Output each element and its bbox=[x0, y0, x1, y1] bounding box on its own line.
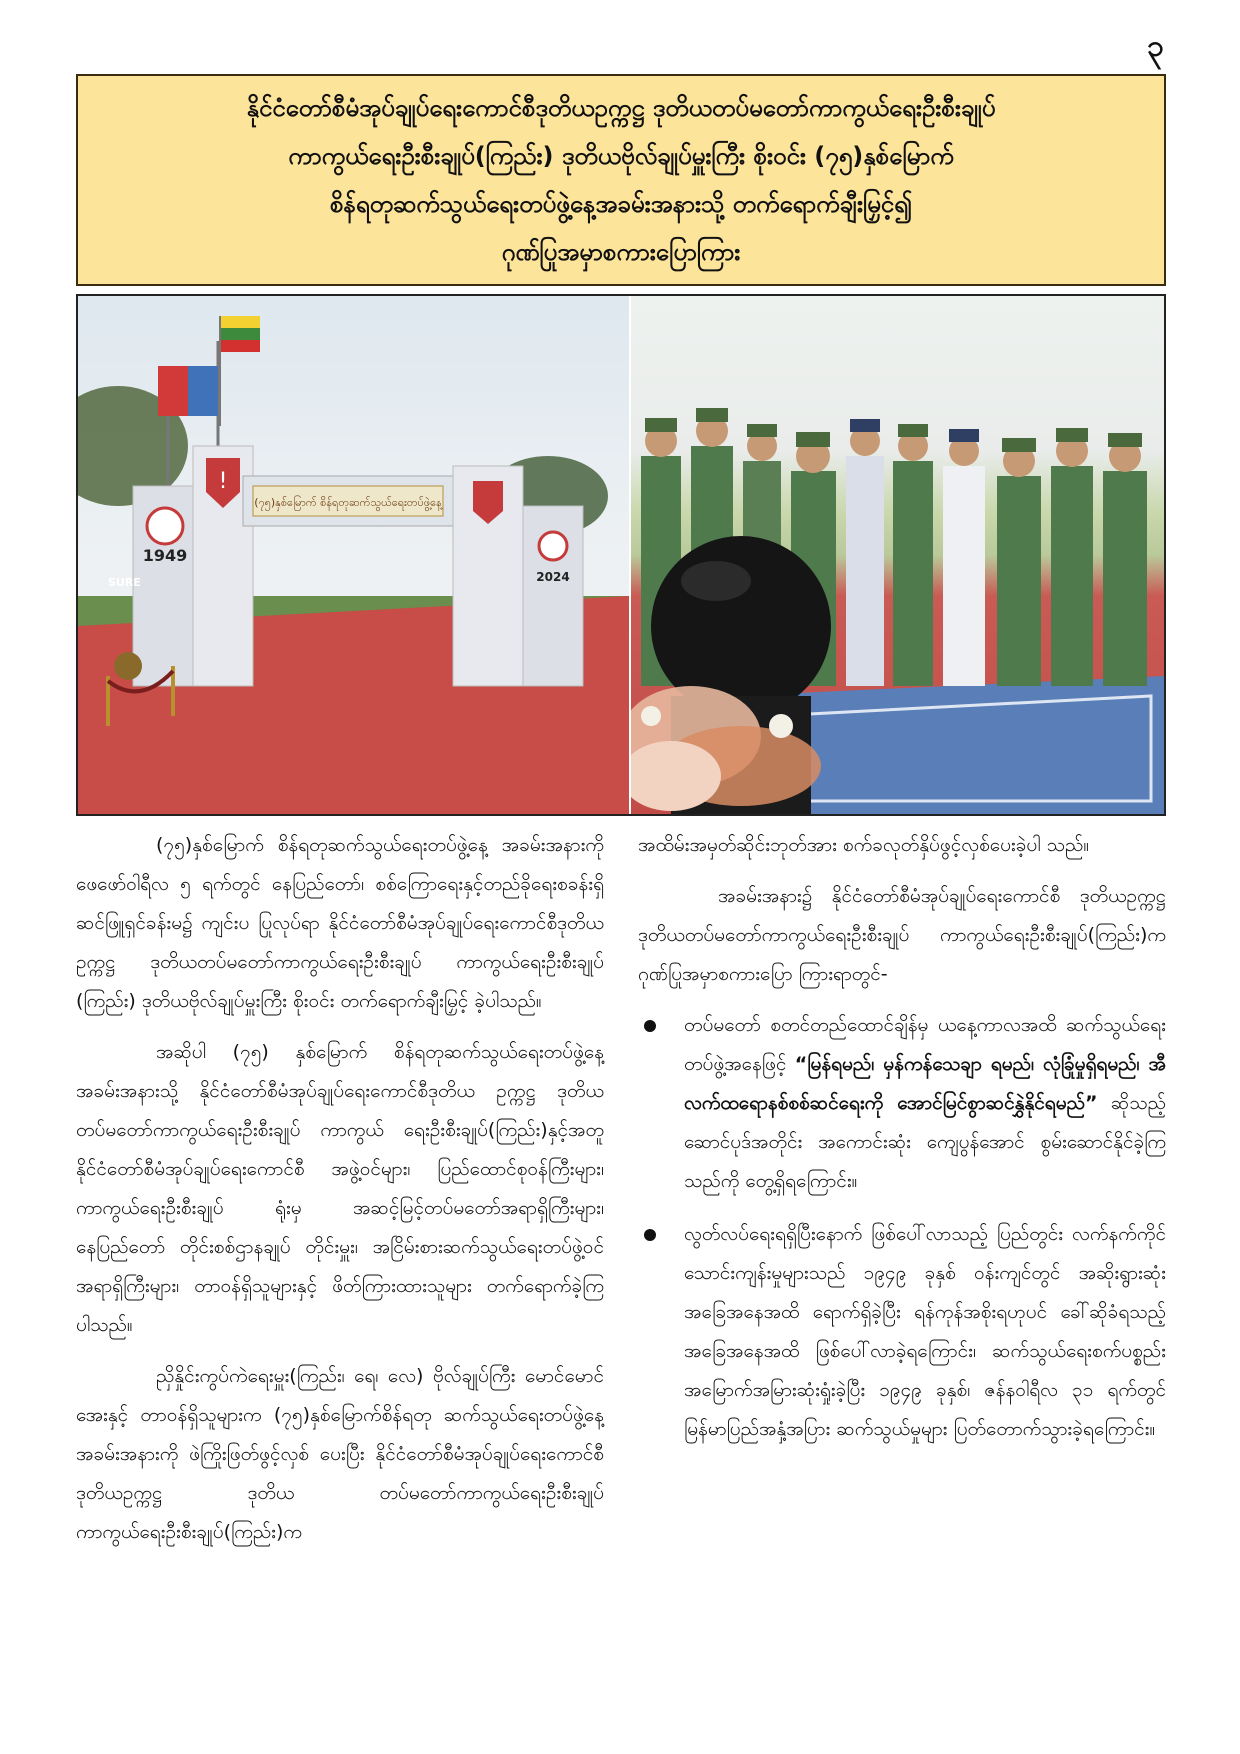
national-flag bbox=[220, 316, 260, 328]
column-right bbox=[638, 826, 1166, 1564]
column-left bbox=[76, 826, 604, 1564]
officers-scene bbox=[631, 296, 1164, 814]
headline-box bbox=[76, 74, 1166, 286]
paragraph-speech-intro: အခမ်းအနား၌ နိုင်ငံတော်စီမံအုပ်ချုပ်ရေးကောင်စီ ဒုတိယဥက္ကဋ္ဌ ဒုတိယတပ်မတော်ကာကွယ်ရေးဦးစီးချုပ် ကာကွယ်ရေးဦးစီးချုပ်(ကြည်း)က ဂုဏ်ပြုအမှာစကားပြော ကြားရာတွင်- bbox=[638, 885, 1166, 985]
bullet-dot bbox=[644, 1020, 656, 1032]
bullet-dot bbox=[644, 1229, 656, 1241]
speech-point-motto bbox=[638, 1006, 1166, 1201]
arch-scene bbox=[78, 296, 629, 814]
speech-points bbox=[638, 1006, 1166, 1449]
bullet-2-text: လွတ်လပ်ရေးရရှိပြီးနောက် ဖြစ်ပေါ်လာသည့် ပြည်တွင်း လက်နက်ကိုင် သောင်းကျန်းမှုများသည် ၁၉၄၉ ခုနှစ် ဝန်းကျင်တွင် အဆိုးရွားဆုံးအခြေအနေအထိ ရောက်ရှိခဲ့ပြီး ရန်ကုန်အစိုးရဟုပင် ခေါ်ဆိုခံရသည့်အခြေအနေအထိ ဖြစ်ပေါ်လာခဲ့ရကြောင်း၊ ဆက်သွယ်ရေးစက်ပစ္စည်း အမြောက်အမြားဆုံးရှုံးခဲ့ပြီး ၁၉၄၉ ခုနှစ်၊ ဇန်နဝါရီလ ၃၁ ရက်တွင် မြန်မာပြည်အနှံ့အပြား ဆက်သွယ်မှုများ ပြတ်တောက်သွားခဲ့ရကြောင်း။ bbox=[684, 1223, 1166, 1440]
headline-line-2: ကာကွယ်ရေးဦးစီးချုပ်(ကြည်း) ဒုတိယဗိုလ်ချုပ်မှူးကြီး စိုးဝင်း (၇၅)နှစ်မြောက် bbox=[288, 142, 954, 170]
speech-point-history bbox=[638, 1215, 1166, 1449]
bullet-1-text-end: ဆိုသည့် ဆောင်ပုဒ်အတိုင်း အကောင်းဆုံး ကျေပွန်အောင် စွမ်းဆောင်နိုင်ခဲ့ကြသည်ကို တွေ့ရှိရကြောင်း။ bbox=[684, 1092, 1166, 1192]
paragraph-attendees: အဆိုပါ (၇၅) နှစ်မြောက် စိန်ရတုဆက်သွယ်ရေးတပ်ဖွဲ့နေ့ အခမ်းအနားသို့ နိုင်ငံတော်စီမံအုပ်ချုပ်ရေးကောင်စီဒုတိယ ဥက္ကဋ္ဌ ဒုတိယတပ်မတော်ကာကွယ်ရေးဦးစီးချုပ် ကာကွယ် ရေးဦးစီးချုပ်(ကြည်း)နှင့်အတူ နိုင်ငံတော်စီမံအုပ်ချုပ်ရေးကောင်စီ အဖွဲ့ဝင်များ၊ ပြည်ထောင်စုဝန်ကြီးများ၊ ကာကွယ်ရေးဦးစီးချုပ် ရုံးမှ အဆင့်မြင့်တပ်မတော်အရာရှိကြီးများ၊ နေပြည်တော် တိုင်းစစ်ဌာနချုပ် တိုင်းမှူး၊ အငြိမ်းစားဆက်သွယ်ရေးတပ်ဖွဲ့ဝင် အရာရှိကြီးများ၊ တာဝန်ရှိသူများနှင့် ဖိတ်ကြားထားသူများ တက်ရောက်ခဲ့ကြပါသည်။ bbox=[76, 1041, 604, 1336]
headline-line-3: စိန်ရတုဆက်သွယ်ရေးတပ်ဖွဲ့နေ့အခမ်းအနားသို့ တက်ရောက်ချီးမြှင့်၍ bbox=[329, 190, 913, 218]
bullet-1-motto: “မြန်ရမည်၊ မှန်ကန်သေချာ ရမည်၊ လုံခြုံမှုရှိရမည်၊ အီလက်ထရောနစ်စစ်ဆင်ရေးကို အောင်မြင်စွာဆင်နွှဲနိုင်ရမည်” bbox=[684, 1053, 1166, 1114]
headline-line-1: နိုင်ငံတော်စီမံအုပ်ချုပ်ရေးကောင်စီဒုတိယဥက္ကဋ္ဌ ဒုတိယတပ်မတော်ကာကွယ်ရေးဦးစီးချုပ် bbox=[246, 94, 996, 122]
pillar-text: SURE bbox=[108, 576, 141, 589]
arch-year-start: 1949 bbox=[142, 546, 188, 565]
article-body bbox=[76, 826, 1166, 1564]
svg-text:!: ! bbox=[218, 469, 228, 494]
paragraph-ceremony-held: (၇၅)နှစ်မြောက် စိန်ရတုဆက်သွယ်ရေးတပ်ဖွဲ့နေ့ အခမ်းအနားကို ဖေဖော်ဝါရီလ ၅ ရက်တွင် နေပြည်တော်၊ စစ်ကြောရေးနှင့်တည်ခိုရေးစခန်းရှိ ဆင်ဖြူရှင်ခန်းမ၌ ကျင်းပ ပြုလုပ်ရာ နိုင်ငံတော်စီမံအုပ်ချုပ်ရေးကောင်စီဒုတိယဥက္ကဋ္ဌ ဒုတိယတပ်မတော်ကာကွယ်ရေးဦးစီးချုပ် ကာကွယ်ရေးဦးစီးချုပ် (ကြည်း) ဒုတိယဗိုလ်ချုပ်မှူးကြီး စိုးဝင်း တက်ရောက်ချီးမြှင့် ခဲ့ပါသည်။ bbox=[76, 834, 604, 1012]
photo-officers-globe bbox=[629, 296, 1164, 814]
arch-year-end: 2024 bbox=[536, 570, 570, 584]
photo-commemorative-arch bbox=[78, 296, 629, 814]
bullet-1-text: တပ်မတော် စတင်တည်ထောင်ချိန်မှ ယနေ့ကာလအထိ ဆက်သွယ်ရေးတပ်ဖွဲ့အနေဖြင့် bbox=[684, 1014, 1166, 1075]
arch-banner-text: (၇၅)နှစ်မြောက် စိန်ရတုဆက်သွယ်ရေးတပ်ဖွဲ့နေ့ bbox=[254, 496, 442, 509]
paragraph-signboard: အထိမ်းအမှတ်ဆိုင်းဘုတ်အား စက်ခလုတ်နှိပ်ဖွင့်လှစ်ပေးခဲ့ပါ သည်။ bbox=[638, 834, 1090, 856]
photo-frame bbox=[76, 294, 1166, 816]
page-number: ၃ bbox=[1147, 29, 1164, 64]
paragraph-ribbon-cutting: ညှိနှိုင်းကွပ်ကဲရေးမှူး(ကြည်း၊ ရေ၊ လေ) ဗိုလ်ချုပ်ကြီး မောင်မောင်အေးနှင့် တာဝန်ရှိသူများက (၇၅)နှစ်မြောက်စိန်ရတု ဆက်သွယ်ရေးတပ်ဖွဲ့နေ့အခမ်းအနားကို ဖဲကြိုးဖြတ်ဖွင့်လှစ် ပေးပြီး နိုင်ငံတော်စီမံအုပ်ချုပ်ရေးကောင်စီဒုတိယဥက္ကဋ္ဌ ဒုတိယ တပ်မတော်ကာကွယ်ရေးဦးစီးချုပ် ကာကွယ်ရေးဦးစီးချုပ်(ကြည်း)က bbox=[76, 1365, 604, 1543]
headline-line-4: ဂုဏ်ပြုအမှာစကားပြောကြား bbox=[501, 238, 741, 266]
